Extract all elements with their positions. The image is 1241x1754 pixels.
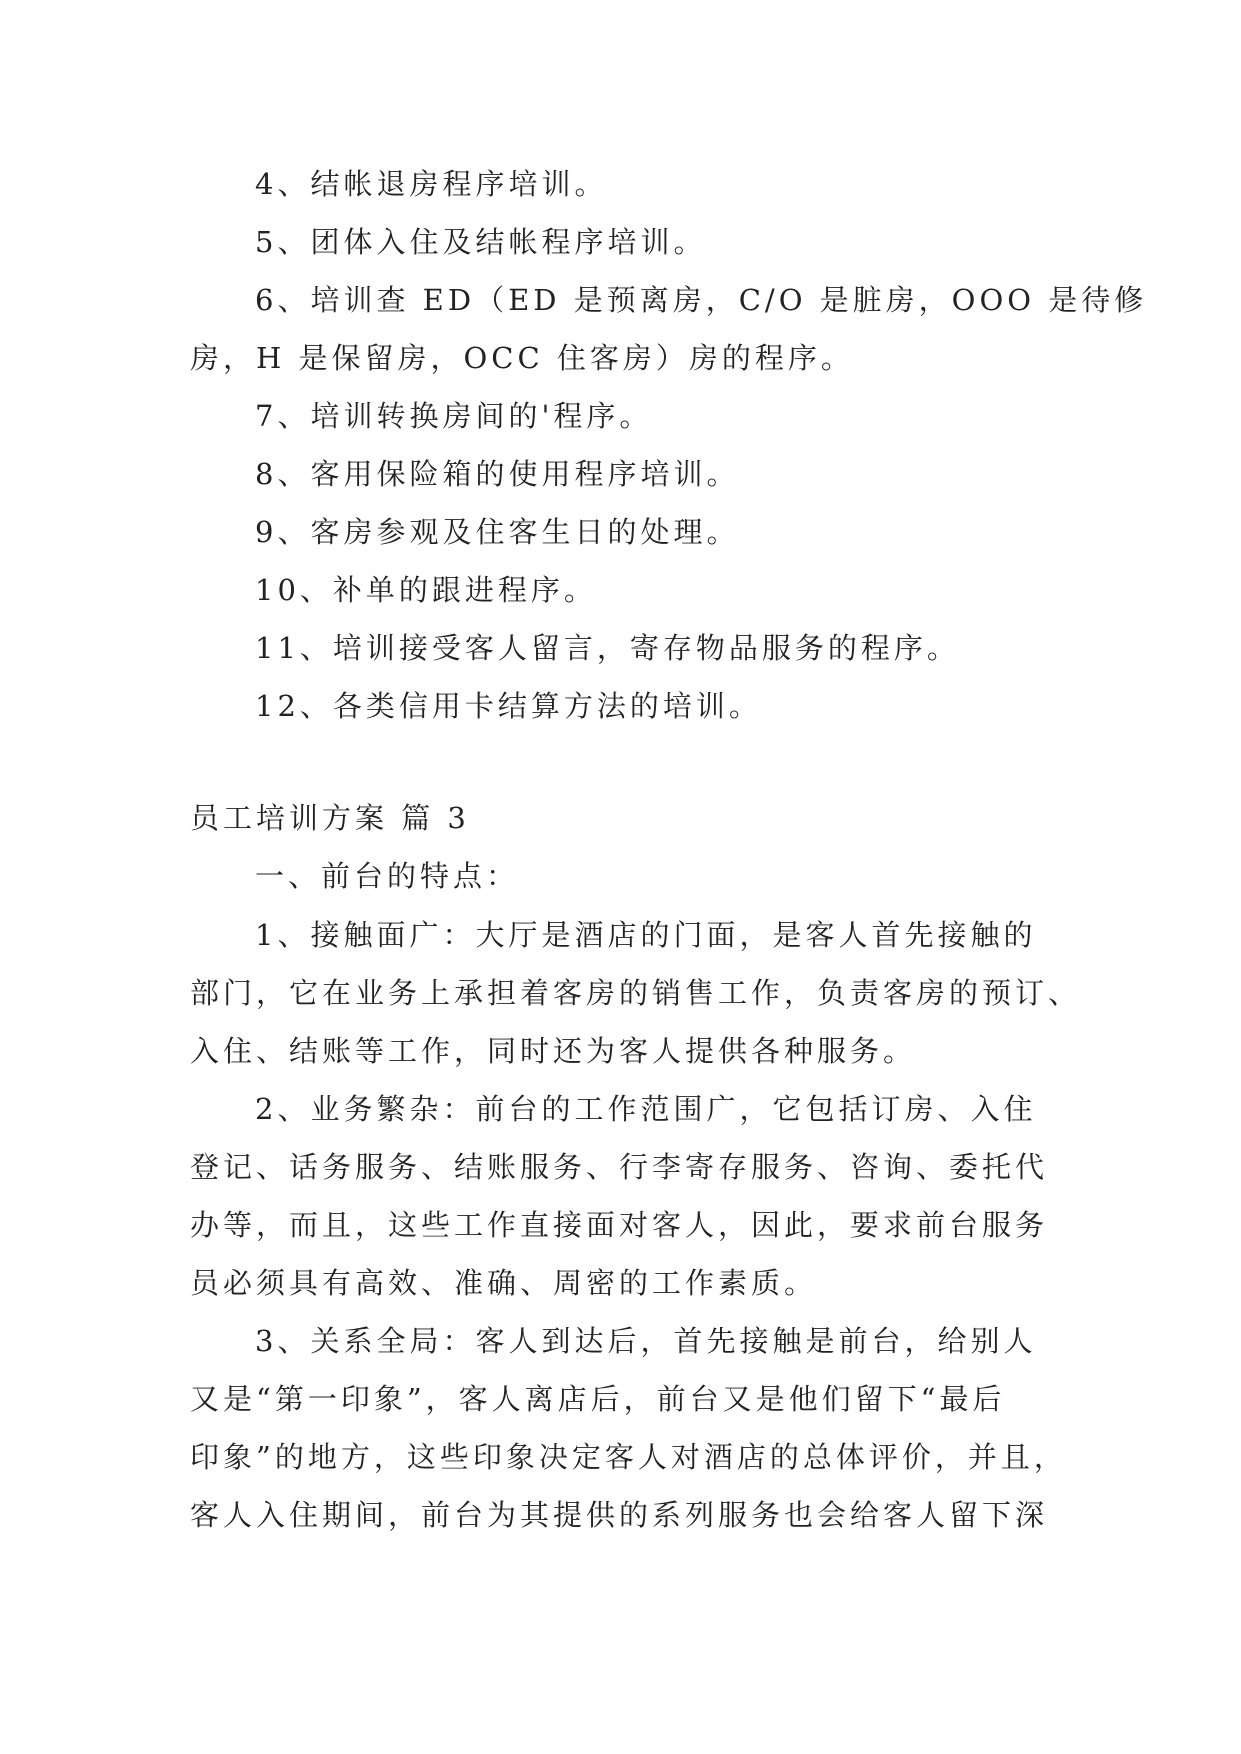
paragraph-line: 12、各类信用卡结算方法的培训。 — [255, 689, 762, 723]
paragraph-line: 客人入住期间，前台为其提供的系列服务也会给客人留下深 — [190, 1498, 1049, 1532]
paragraph-line: 6、培训查 ED（ED 是预离房，C/O 是脏房，OOO 是待修 — [255, 283, 1148, 317]
paragraph-line: 又是“第一印象”，客人离店后，前台又是他们留下“最后 — [190, 1382, 1006, 1416]
section-heading: 员工培训方案 篇 3 — [190, 801, 470, 835]
paragraph-line: 9、客房参观及住客生日的处理。 — [255, 515, 740, 549]
paragraph-line: 3、关系全局：客人到达后，首先接触是前台，给别人 — [255, 1324, 1037, 1358]
paragraph-line: 房，H 是保留房，OCC 住客房）房的程序。 — [190, 341, 854, 375]
paragraph-line: 登记、话务服务、结账服务、行李寄存服务、咨询、委托代 — [190, 1150, 1049, 1184]
paragraph-line: 员必须具有高效、准确、周密的工作素质。 — [190, 1266, 818, 1300]
paragraph-line: 8、客用保险箱的使用程序培训。 — [255, 457, 740, 491]
paragraph-line: 4、结帐退房程序培训。 — [255, 167, 608, 201]
paragraph-line: 部门，它在业务上承担着客房的销售工作，负责客房的预订、 — [190, 976, 1082, 1010]
paragraph-line: 1、接触面广：大厅是酒店的门面，是客人首先接触的 — [255, 918, 1037, 952]
paragraph-line: 一、前台的特点： — [255, 859, 520, 893]
paragraph-line: 7、培训转换房间的'程序。 — [255, 399, 653, 433]
paragraph-line: 5、团体入住及结帐程序培训。 — [255, 225, 707, 259]
paragraph-line: 办等，而且，这些工作直接面对客人，因此，要求前台服务 — [190, 1208, 1049, 1242]
paragraph-line: 2、业务繁杂：前台的工作范围广，它包括订房、入住 — [255, 1092, 1037, 1126]
paragraph-line: 11、培训接受客人留言，寄存物品服务的程序。 — [255, 631, 960, 665]
paragraph-line: 印象”的地方，这些印象决定客人对酒店的总体评价，并且， — [190, 1440, 1067, 1474]
paragraph-line: 10、补单的跟进程序。 — [255, 573, 597, 607]
paragraph-line: 入住、结账等工作，同时还为客人提供各种服务。 — [190, 1034, 917, 1068]
